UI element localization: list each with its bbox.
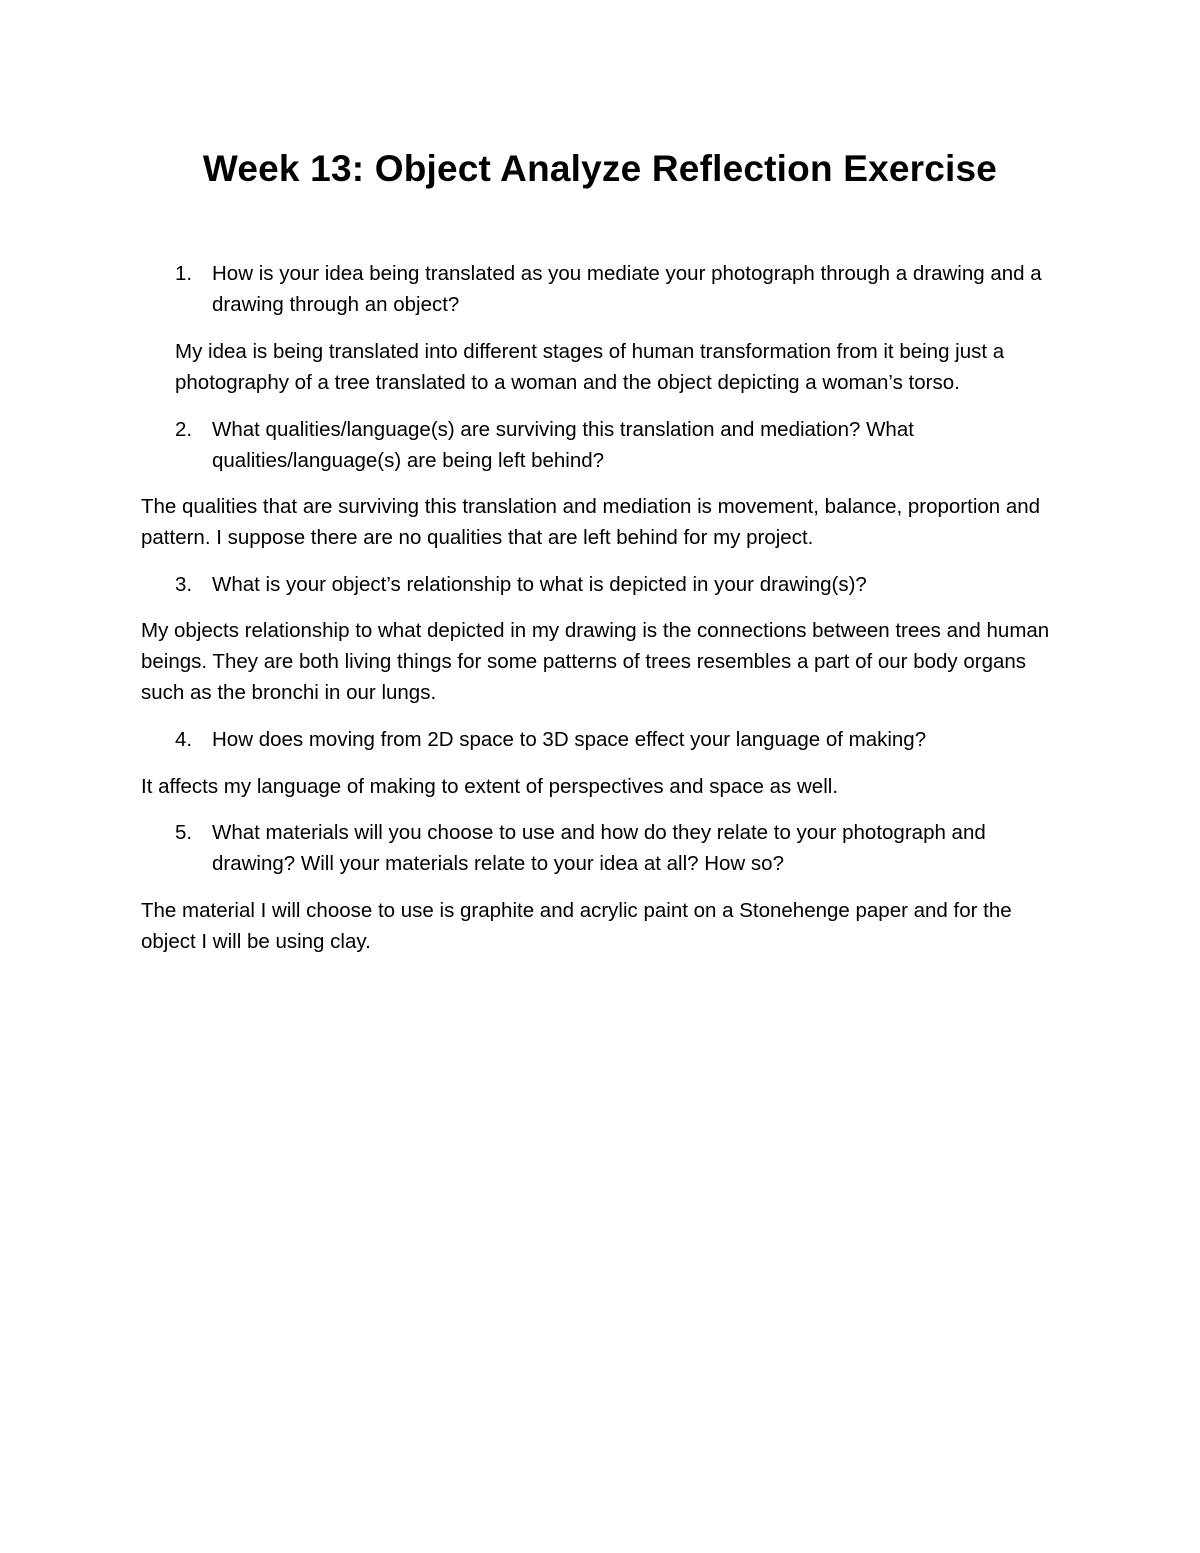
question-3 (175, 569, 1055, 600)
question-4 (175, 724, 1055, 755)
question-number: 2. (175, 418, 193, 441)
question-text: What materials will you choose to use and how do they relate to your photograph and drawing? Will your materials relate to your idea at all? How so? (212, 821, 986, 875)
question-text: What is your object’s relationship to what is depicted in your drawing(s)? (212, 573, 867, 596)
question-number: 3. (175, 573, 193, 596)
answer-4: It affects my language of making to extent of perspectives and space as well. (141, 775, 839, 798)
question-2 (175, 414, 1055, 476)
document-title: Week 13: Object Analyze Reflection Exercise (202, 148, 998, 189)
question-number: 5. (175, 821, 193, 844)
question-text: How is your idea being translated as you mediate your photograph through a drawing and a drawing through an object? (212, 262, 1042, 316)
question-text: What qualities/language(s) are surviving this translation and mediation? What qualities/language(s) are being left behind? (212, 418, 914, 472)
question-1 (175, 258, 1055, 320)
question-number: 4. (175, 728, 193, 751)
question-text: How does moving from 2D space to 3D space effect your language of making? (212, 728, 927, 751)
question-number: 1. (175, 262, 193, 285)
answer-1: My idea is being translated into different stages of human transformation from it being just a photography of a tree translated to a woman and the object depicting a woman’s torso. (175, 340, 1005, 394)
answer-2: The qualities that are surviving this translation and mediation is movement, balance, proportion and pattern. I suppose there are no qualities that are left behind for my project. (141, 495, 1041, 549)
answer-5: The material I will choose to use is graphite and acrylic paint on a Stonehenge paper and for the object I will be using clay. (141, 899, 1012, 953)
answer-3: My objects relationship to what depicted in my drawing is the connections between trees and human beings. They are both living things for some patterns of trees resembles a part of our body organs such as the bronchi in our lungs. (141, 619, 1050, 704)
question-5 (175, 817, 1055, 879)
